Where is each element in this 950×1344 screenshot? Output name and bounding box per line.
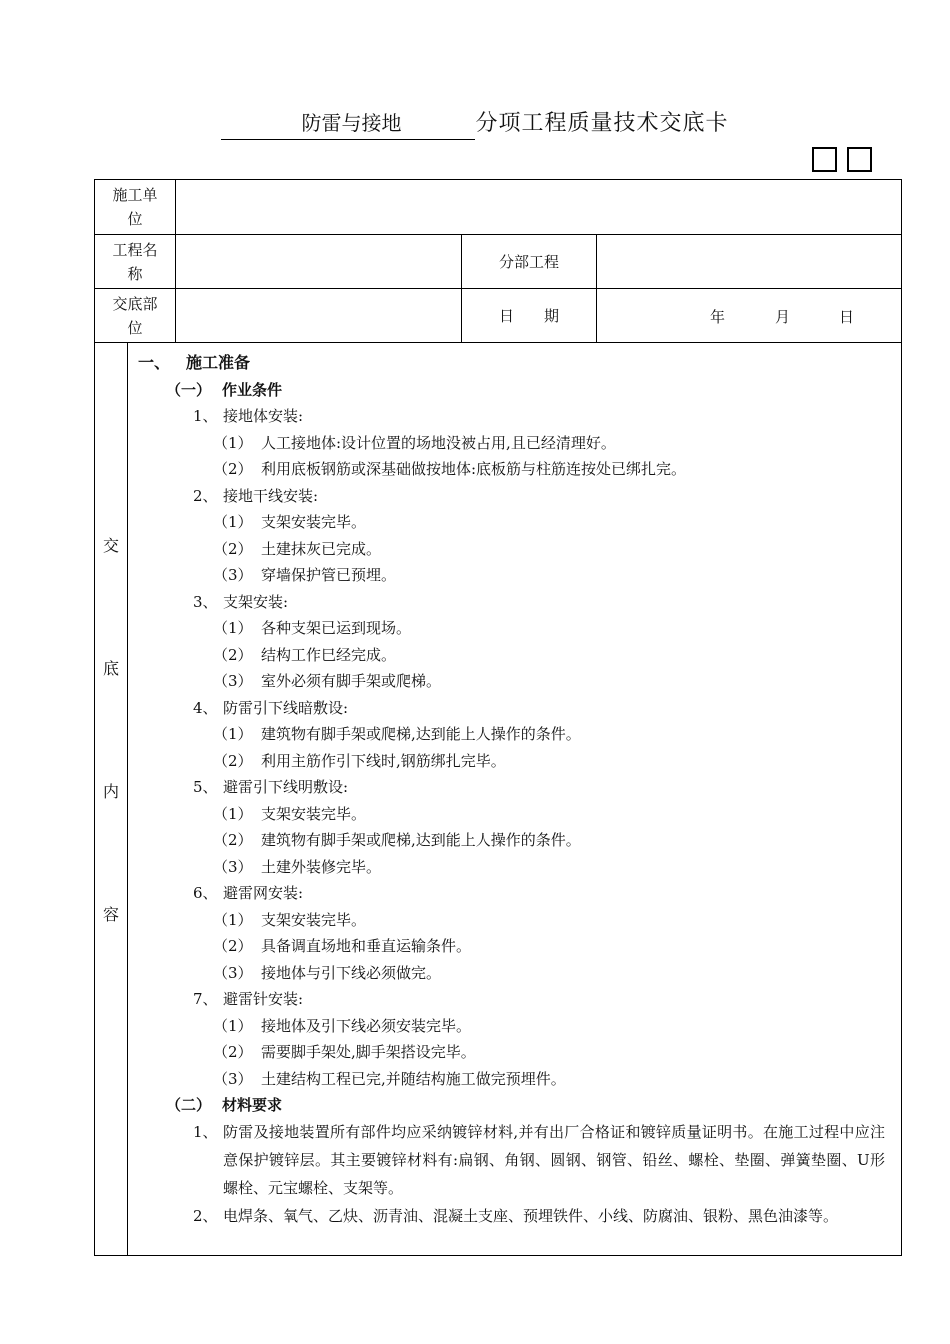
item-number: 2、 bbox=[193, 486, 218, 505]
list-item bbox=[138, 880, 893, 907]
label-part-a: 交底部 bbox=[112, 294, 158, 313]
item-text: 避雷引下线明敷设: bbox=[223, 778, 349, 796]
page-title bbox=[0, 106, 950, 140]
item-text: 避雷网安装: bbox=[223, 884, 304, 902]
condition-list bbox=[138, 403, 893, 1092]
sub-item bbox=[138, 615, 893, 642]
label-part-a: 施工单 bbox=[112, 186, 158, 204]
side-char-3: 内 bbox=[102, 782, 119, 801]
sub-item bbox=[138, 721, 893, 748]
sub-item bbox=[138, 509, 893, 536]
sub-item-number: （2） bbox=[213, 831, 253, 849]
material-list bbox=[138, 1118, 893, 1230]
label-part-a: 工程名 bbox=[112, 240, 158, 259]
sub-item-text: 穿墙保护管已预埋。 bbox=[261, 566, 397, 584]
item-number: 6、 bbox=[193, 884, 218, 902]
sub-item-number: （2） bbox=[213, 937, 253, 955]
year-label: 年 bbox=[710, 307, 726, 326]
material-number: 2、 bbox=[193, 1207, 218, 1225]
row-disclosure-part bbox=[95, 289, 902, 343]
value-construction-unit[interactable] bbox=[176, 180, 902, 235]
sub-item-text: 支架安装完毕。 bbox=[261, 910, 367, 929]
section-number: 一、 bbox=[138, 353, 171, 372]
sub-item-number: （2） bbox=[213, 645, 253, 664]
item-text: 防雷引下线暗敷设: bbox=[223, 698, 349, 717]
sub-item-text: 各种支架已运到现场。 bbox=[261, 619, 412, 637]
subsection-number: （二） bbox=[166, 1096, 212, 1114]
sub-item-number: （1） bbox=[213, 619, 253, 637]
list-item bbox=[138, 403, 893, 430]
subsection-heading bbox=[138, 377, 893, 403]
subsection-title: 作业条件 bbox=[222, 381, 283, 399]
sub-item-number: （1） bbox=[213, 910, 253, 929]
content-body bbox=[128, 343, 901, 1255]
side-char-2: 底 bbox=[102, 659, 119, 678]
item-text: 接地体安装: bbox=[223, 407, 304, 425]
side-char-1: 交 bbox=[102, 536, 119, 555]
sub-item-text: 具备调直场地和垂直运输条件。 bbox=[261, 937, 472, 955]
sub-item bbox=[138, 562, 893, 589]
material-item bbox=[138, 1202, 893, 1230]
label-construction-unit bbox=[95, 180, 176, 235]
sub-item bbox=[138, 801, 893, 828]
value-project-name[interactable] bbox=[176, 235, 462, 289]
sub-item bbox=[138, 933, 893, 960]
sub-item-text: 人工接地体:设计位置的场地没被占用,且已经清理好。 bbox=[261, 433, 616, 452]
sub-item-text: 室外必须有脚手架或爬梯。 bbox=[261, 672, 442, 690]
sub-item-number: （1） bbox=[213, 1016, 253, 1035]
side-label bbox=[95, 343, 128, 1255]
sub-item bbox=[138, 960, 893, 987]
content-cell bbox=[95, 343, 902, 1256]
sub-item-text: 结构工作巳经完成。 bbox=[261, 645, 397, 664]
value-date[interactable] bbox=[597, 289, 902, 343]
subsection-title: 材料要求 bbox=[222, 1096, 283, 1114]
sub-item-text: 土建结构工程已完,并随结构施工做完预埋件。 bbox=[261, 1069, 566, 1088]
item-number: 4、 bbox=[193, 698, 218, 717]
checkbox-1[interactable] bbox=[812, 147, 837, 172]
sub-item-number: （3） bbox=[213, 566, 253, 584]
card-title: 分项工程质量技术交底卡 bbox=[475, 111, 729, 136]
sub-item-number: （3） bbox=[213, 672, 253, 690]
sub-item bbox=[138, 854, 893, 881]
sub-item bbox=[138, 642, 893, 669]
sub-item-number: （2） bbox=[213, 539, 253, 558]
sub-item-number: （2） bbox=[213, 460, 253, 478]
sub-item-text: 需要脚手架处,脚手架搭设完毕。 bbox=[261, 1043, 476, 1061]
sub-item bbox=[138, 456, 893, 483]
sub-item-text: 利用主筋作引下线时,钢筋绑扎完毕。 bbox=[261, 751, 506, 770]
sub-item bbox=[138, 536, 893, 563]
sub-item-text: 土建外装修完毕。 bbox=[261, 857, 382, 876]
sub-item-text: 土建抹灰已完成。 bbox=[261, 539, 382, 558]
sub-item-text: 支架安装完毕。 bbox=[261, 804, 367, 823]
item-text: 接地干线安装: bbox=[223, 486, 319, 505]
sub-item-text: 建筑物有脚手架或爬梯,达到能上人操作的条件。 bbox=[261, 831, 581, 849]
list-item bbox=[138, 986, 893, 1013]
label-part-b: 称 bbox=[127, 264, 143, 283]
subsection-number: （一） bbox=[166, 381, 212, 399]
sub-item bbox=[138, 668, 893, 695]
sub-item-text: 利用底板钢筋或深基础做按地体:底板筋与柱筋连按处已绑扎完。 bbox=[261, 460, 687, 478]
sub-item-number: （1） bbox=[213, 513, 253, 531]
sub-item-text: 支架安装完毕。 bbox=[261, 513, 367, 531]
sub-item-number: （3） bbox=[213, 857, 253, 876]
item-number: 1、 bbox=[193, 407, 218, 425]
sub-item bbox=[138, 748, 893, 775]
value-disclosure-part[interactable] bbox=[176, 289, 462, 343]
item-number: 7、 bbox=[193, 990, 218, 1008]
list-item bbox=[138, 774, 893, 801]
list-item bbox=[138, 483, 893, 510]
day-label: 日 bbox=[839, 307, 855, 326]
value-sub-project[interactable] bbox=[597, 235, 902, 289]
sub-item-text: 建筑物有脚手架或爬梯,达到能上人操作的条件。 bbox=[261, 725, 581, 743]
subject-text: 防雷与接地 bbox=[301, 111, 402, 135]
sub-item bbox=[138, 827, 893, 854]
row-content bbox=[95, 343, 902, 1256]
disclosure-table bbox=[94, 179, 902, 1256]
item-text: 支架安装: bbox=[223, 592, 289, 611]
material-number: 1、 bbox=[193, 1123, 218, 1141]
list-item bbox=[138, 589, 893, 616]
sub-item bbox=[138, 1013, 893, 1040]
subsection-heading bbox=[138, 1092, 893, 1118]
sub-item bbox=[138, 1039, 893, 1066]
item-number: 5、 bbox=[193, 778, 218, 796]
label-date: 日 期 bbox=[462, 289, 597, 343]
label-sub-project: 分部工程 bbox=[462, 235, 597, 289]
label-disclosure-part bbox=[95, 289, 176, 343]
label-project-name bbox=[95, 235, 176, 289]
material-item bbox=[138, 1118, 893, 1202]
label-part-b: 位 bbox=[127, 210, 143, 228]
material-text: 防雷及接地装置所有部件均应采纳镀锌材料,并有出厂合格证和镀锌质量证明书。在施工过程中应注意保护镀锌层。其主要镀锌材料有:扁钢、角钢、圆钢、钢管、铅丝、螺栓、垫圈、弹簧垫圈、U形螺栓、元宝螺栓、支架等。 bbox=[223, 1123, 885, 1197]
sub-item-number: （1） bbox=[213, 804, 253, 823]
material-text: 电焊条、氧气、乙炔、沥青油、混凝土支座、预埋铁件、小线、防腐油、银粉、黑色油漆等。 bbox=[223, 1207, 839, 1225]
sub-item bbox=[138, 430, 893, 457]
row-construction-unit bbox=[95, 180, 902, 235]
label-part-b: 位 bbox=[127, 318, 143, 337]
item-number: 3、 bbox=[193, 592, 218, 611]
sub-item bbox=[138, 907, 893, 934]
sub-item-number: （2） bbox=[213, 751, 253, 770]
checkbox-2[interactable] bbox=[847, 147, 872, 172]
side-char-4: 容 bbox=[102, 905, 119, 924]
sub-item-number: （1） bbox=[213, 433, 253, 452]
section-title: 施工准备 bbox=[186, 353, 251, 372]
sub-item-number: （2） bbox=[213, 1043, 253, 1061]
list-item bbox=[138, 695, 893, 722]
sub-item-number: （1） bbox=[213, 725, 253, 743]
sub-item-text: 接地体及引下线必须安装完毕。 bbox=[261, 1016, 472, 1035]
sub-item bbox=[138, 1066, 893, 1093]
section-heading bbox=[138, 349, 893, 377]
sub-item-number: （3） bbox=[213, 963, 253, 982]
item-text: 避雷针安装: bbox=[223, 990, 304, 1008]
subject-underline bbox=[221, 109, 475, 140]
month-label: 月 bbox=[775, 307, 791, 326]
sub-item-number: （3） bbox=[213, 1069, 253, 1088]
checkbox-group bbox=[812, 147, 872, 172]
sub-item-text: 接地体与引下线必须做完。 bbox=[261, 963, 442, 982]
row-project-name bbox=[95, 235, 902, 289]
